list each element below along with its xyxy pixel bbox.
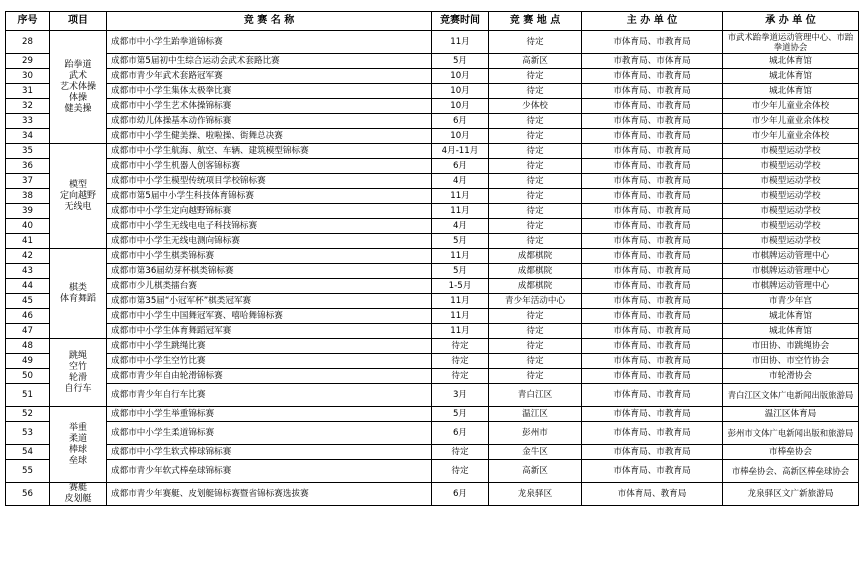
row-host: 市体育局、市教育局 bbox=[582, 31, 723, 54]
row-name: 成都市中小学生艺术体操锦标赛 bbox=[107, 99, 432, 114]
row-host: 市体育局、市教育局 bbox=[582, 189, 723, 204]
row-host: 市体育局、市教育局 bbox=[582, 114, 723, 129]
row-no: 43 bbox=[6, 264, 50, 279]
category-cell bbox=[50, 407, 107, 483]
row-time: 4月 bbox=[432, 219, 489, 234]
row-place: 青少年活动中心 bbox=[489, 294, 582, 309]
table-row bbox=[6, 279, 859, 294]
row-no: 48 bbox=[6, 339, 50, 354]
row-host: 市体育局、市教育局 bbox=[582, 460, 723, 483]
category-label: 跳绳 空竹 轮滑 自行车 bbox=[64, 350, 92, 394]
row-time: 11月 bbox=[432, 294, 489, 309]
row-time: 待定 bbox=[432, 369, 489, 384]
row-name: 成都市第35届“小冠军杯”棋类冠军赛 bbox=[107, 294, 432, 309]
row-no: 36 bbox=[6, 159, 50, 174]
category-cell bbox=[50, 31, 107, 144]
row-place: 少体校 bbox=[489, 99, 582, 114]
row-organizer: 城北体育馆 bbox=[723, 54, 859, 69]
row-place: 待定 bbox=[489, 369, 582, 384]
row-name: 成都市青少年武术套路冠军赛 bbox=[107, 69, 432, 84]
table-row bbox=[6, 354, 859, 369]
row-no: 32 bbox=[6, 99, 50, 114]
header-place: 竞 赛 地 点 bbox=[489, 12, 582, 31]
row-organizer: 市棒垒协会 bbox=[723, 445, 859, 460]
row-no: 54 bbox=[6, 445, 50, 460]
row-host: 市体育局、教育局 bbox=[582, 483, 723, 506]
row-organizer: 城北体育馆 bbox=[723, 324, 859, 339]
row-host: 市体育局、市教育局 bbox=[582, 422, 723, 445]
row-no: 41 bbox=[6, 234, 50, 249]
row-no: 39 bbox=[6, 204, 50, 219]
row-place: 龙泉驿区 bbox=[489, 483, 582, 506]
row-place: 待定 bbox=[489, 144, 582, 159]
row-name: 成都市青少年软式棒垒球锦标赛 bbox=[107, 460, 432, 483]
row-place: 待定 bbox=[489, 84, 582, 99]
row-host: 市体育局、市教育局 bbox=[582, 445, 723, 460]
row-no: 52 bbox=[6, 407, 50, 422]
row-organizer: 市少年儿童业余体校 bbox=[723, 129, 859, 144]
header-organizer: 承 办 单 位 bbox=[723, 12, 859, 31]
row-organizer: 市棋牌运动管理中心 bbox=[723, 264, 859, 279]
row-time: 待定 bbox=[432, 445, 489, 460]
row-time: 待定 bbox=[432, 354, 489, 369]
table-row bbox=[6, 174, 859, 189]
row-time: 11月 bbox=[432, 189, 489, 204]
row-host: 市体育局、市教育局 bbox=[582, 384, 723, 407]
table-row bbox=[6, 114, 859, 129]
row-time: 6月 bbox=[432, 483, 489, 506]
row-time: 5月 bbox=[432, 407, 489, 422]
table-row bbox=[6, 84, 859, 99]
table-row bbox=[6, 249, 859, 264]
row-organizer: 彭州市文体广电新闻出版和旅游局 bbox=[723, 422, 859, 445]
row-place: 青白江区 bbox=[489, 384, 582, 407]
row-host: 市体育局、市教育局 bbox=[582, 309, 723, 324]
row-name: 成都市中小学生棋类锦标赛 bbox=[107, 249, 432, 264]
row-organizer: 市田协、市跳绳协会 bbox=[723, 339, 859, 354]
table-row bbox=[6, 99, 859, 114]
row-name: 成都市中小学生模型传统项目学校锦标赛 bbox=[107, 174, 432, 189]
category-cell bbox=[50, 483, 107, 506]
table-row bbox=[6, 144, 859, 159]
row-no: 40 bbox=[6, 219, 50, 234]
row-no: 34 bbox=[6, 129, 50, 144]
row-time: 6月 bbox=[432, 114, 489, 129]
row-place: 待定 bbox=[489, 219, 582, 234]
row-name: 成都市第36届幼芽杯棋类锦标赛 bbox=[107, 264, 432, 279]
header-row bbox=[6, 12, 859, 31]
row-organizer: 龙泉驿区文广新旅游局 bbox=[723, 483, 859, 506]
row-time: 1-5月 bbox=[432, 279, 489, 294]
row-name: 成都市青少年自行车比赛 bbox=[107, 384, 432, 407]
row-organizer: 市棒垒协会、高新区棒垒球协会 bbox=[723, 460, 859, 483]
row-time: 5月 bbox=[432, 234, 489, 249]
row-host: 市体育局、市教育局 bbox=[582, 129, 723, 144]
row-organizer: 温江区体育局 bbox=[723, 407, 859, 422]
row-place: 成都棋院 bbox=[489, 249, 582, 264]
row-name: 成都市中小学生跳绳比赛 bbox=[107, 339, 432, 354]
row-no: 51 bbox=[6, 384, 50, 407]
category-cell bbox=[50, 339, 107, 407]
row-name: 成都市中小学生举重锦标赛 bbox=[107, 407, 432, 422]
row-time: 11月 bbox=[432, 309, 489, 324]
table-row bbox=[6, 422, 859, 445]
table-row bbox=[6, 234, 859, 249]
header-time: 竞赛时间 bbox=[432, 12, 489, 31]
table-row bbox=[6, 407, 859, 422]
row-name: 成都市中小学生集体太极拳比赛 bbox=[107, 84, 432, 99]
category-label: 赛艇 皮划艇 bbox=[64, 483, 92, 504]
row-organizer: 市青少年宫 bbox=[723, 294, 859, 309]
row-name: 成都市中小学生体育舞蹈冠军赛 bbox=[107, 324, 432, 339]
row-no: 29 bbox=[6, 54, 50, 69]
row-place: 待定 bbox=[489, 354, 582, 369]
row-time: 4月-11月 bbox=[432, 144, 489, 159]
row-place: 待定 bbox=[489, 204, 582, 219]
row-organizer: 城北体育馆 bbox=[723, 309, 859, 324]
category-label: 跆拳道 武术 艺术体操 体操 健美操 bbox=[59, 59, 96, 114]
row-place: 待定 bbox=[489, 339, 582, 354]
row-host: 市体育局、市教育局 bbox=[582, 99, 723, 114]
row-host: 市体育局、市教育局 bbox=[582, 407, 723, 422]
row-organizer: 市模型运动学校 bbox=[723, 189, 859, 204]
row-no: 42 bbox=[6, 249, 50, 264]
table-row bbox=[6, 384, 859, 407]
row-no: 33 bbox=[6, 114, 50, 129]
table-row bbox=[6, 159, 859, 174]
row-organizer: 市田协、市空竹协会 bbox=[723, 354, 859, 369]
row-host: 市体育局、市教育局 bbox=[582, 369, 723, 384]
row-host: 市体育局、市教育局 bbox=[582, 159, 723, 174]
row-time: 10月 bbox=[432, 69, 489, 84]
row-host: 市体育局、市教育局 bbox=[582, 234, 723, 249]
row-time: 5月 bbox=[432, 54, 489, 69]
row-time: 11月 bbox=[432, 204, 489, 219]
table-row bbox=[6, 264, 859, 279]
row-no: 49 bbox=[6, 354, 50, 369]
row-place: 彭州市 bbox=[489, 422, 582, 445]
header-category: 项目 bbox=[50, 12, 107, 31]
row-no: 46 bbox=[6, 309, 50, 324]
row-host: 市体育局、市教育局 bbox=[582, 354, 723, 369]
table-row bbox=[6, 54, 859, 69]
row-organizer: 城北体育馆 bbox=[723, 69, 859, 84]
row-no: 53 bbox=[6, 422, 50, 445]
header-host: 主 办 单 位 bbox=[582, 12, 723, 31]
row-place: 待定 bbox=[489, 159, 582, 174]
row-name: 成都市中小学生软式棒球锦标赛 bbox=[107, 445, 432, 460]
row-name: 成都市中小学生跆拳道锦标赛 bbox=[107, 31, 432, 54]
row-time: 3月 bbox=[432, 384, 489, 407]
row-organizer: 青白江区文体广电新闻出版旅游局 bbox=[723, 384, 859, 407]
row-place: 待定 bbox=[489, 324, 582, 339]
row-place: 成都棋院 bbox=[489, 279, 582, 294]
row-organizer: 市棋牌运动管理中心 bbox=[723, 249, 859, 264]
row-place: 待定 bbox=[489, 309, 582, 324]
category-label: 举重 柔道 棒球 垒球 bbox=[68, 422, 87, 466]
row-name: 成都市中小学生机器人创客锦标赛 bbox=[107, 159, 432, 174]
row-no: 45 bbox=[6, 294, 50, 309]
row-no: 55 bbox=[6, 460, 50, 483]
table-row bbox=[6, 483, 859, 506]
row-name: 成都市少儿棋类擂台赛 bbox=[107, 279, 432, 294]
row-no: 38 bbox=[6, 189, 50, 204]
row-no: 56 bbox=[6, 483, 50, 506]
table-row bbox=[6, 309, 859, 324]
row-organizer: 城北体育馆 bbox=[723, 84, 859, 99]
table-row bbox=[6, 294, 859, 309]
row-time: 待定 bbox=[432, 460, 489, 483]
row-place: 金牛区 bbox=[489, 445, 582, 460]
row-no: 44 bbox=[6, 279, 50, 294]
row-organizer: 市模型运动学校 bbox=[723, 159, 859, 174]
competition-schedule-sheet bbox=[5, 11, 858, 506]
row-time: 10月 bbox=[432, 99, 489, 114]
category-label: 模型 定向越野 无线电 bbox=[59, 179, 96, 212]
table-row bbox=[6, 129, 859, 144]
row-time: 11月 bbox=[432, 324, 489, 339]
category-cell bbox=[50, 144, 107, 249]
row-host: 市体育局、市教育局 bbox=[582, 204, 723, 219]
row-time: 11月 bbox=[432, 31, 489, 54]
table-row bbox=[6, 204, 859, 219]
table-row bbox=[6, 31, 859, 54]
row-no: 28 bbox=[6, 31, 50, 54]
row-host: 市体育局、市教育局 bbox=[582, 174, 723, 189]
row-name: 成都市中小学生空竹比赛 bbox=[107, 354, 432, 369]
row-place: 待定 bbox=[489, 69, 582, 84]
row-host: 市体育局、市教育局 bbox=[582, 324, 723, 339]
table-row bbox=[6, 69, 859, 84]
row-organizer: 市武术跆拳道运动管理中心、市跆拳道协会 bbox=[723, 31, 859, 54]
table-row bbox=[6, 369, 859, 384]
row-name: 成都市中小学生无线电电子科技锦标赛 bbox=[107, 219, 432, 234]
table-row bbox=[6, 445, 859, 460]
row-no: 37 bbox=[6, 174, 50, 189]
row-name: 成都市青少年赛艇、皮划艇锦标赛暨省锦标赛选拔赛 bbox=[107, 483, 432, 506]
table-row bbox=[6, 460, 859, 483]
row-name: 成都市中小学生柔道锦标赛 bbox=[107, 422, 432, 445]
row-time: 5月 bbox=[432, 264, 489, 279]
table-row bbox=[6, 324, 859, 339]
row-name: 成都市中小学生无线电测向锦标赛 bbox=[107, 234, 432, 249]
row-time: 6月 bbox=[432, 422, 489, 445]
row-host: 市体育局、市教育局 bbox=[582, 84, 723, 99]
row-name: 成都市幼儿体操基本动作锦标赛 bbox=[107, 114, 432, 129]
header-name: 竞 赛 名 称 bbox=[107, 12, 432, 31]
row-organizer: 市模型运动学校 bbox=[723, 144, 859, 159]
row-host: 市体育局、市教育局 bbox=[582, 339, 723, 354]
row-organizer: 市棋牌运动管理中心 bbox=[723, 279, 859, 294]
row-host: 市体育局、市教育局 bbox=[582, 69, 723, 84]
category-label: 棋类 体育舞蹈 bbox=[59, 282, 96, 304]
header-no: 序号 bbox=[6, 12, 50, 31]
row-no: 31 bbox=[6, 84, 50, 99]
table-row bbox=[6, 339, 859, 354]
row-host: 市体育局、市教育局 bbox=[582, 144, 723, 159]
row-place: 待定 bbox=[489, 114, 582, 129]
row-place: 成都棋院 bbox=[489, 264, 582, 279]
row-place: 高新区 bbox=[489, 460, 582, 483]
row-time: 11月 bbox=[432, 249, 489, 264]
row-organizer: 市模型运动学校 bbox=[723, 174, 859, 189]
row-no: 50 bbox=[6, 369, 50, 384]
row-organizer: 市模型运动学校 bbox=[723, 219, 859, 234]
row-host: 市教育局、市体育局 bbox=[582, 54, 723, 69]
row-host: 市体育局、市教育局 bbox=[582, 294, 723, 309]
row-place: 待定 bbox=[489, 234, 582, 249]
table-row bbox=[6, 219, 859, 234]
row-name: 成都市中小学生中国舞冠军赛、嘻哈舞锦标赛 bbox=[107, 309, 432, 324]
row-time: 10月 bbox=[432, 129, 489, 144]
row-organizer: 市轮滑协会 bbox=[723, 369, 859, 384]
row-name: 成都市青少年自由轮滑锦标赛 bbox=[107, 369, 432, 384]
row-host: 市体育局、市教育局 bbox=[582, 279, 723, 294]
row-organizer: 市模型运动学校 bbox=[723, 204, 859, 219]
row-time: 待定 bbox=[432, 339, 489, 354]
row-place: 高新区 bbox=[489, 54, 582, 69]
table-row bbox=[6, 189, 859, 204]
row-host: 市体育局、市教育局 bbox=[582, 264, 723, 279]
row-time: 6月 bbox=[432, 159, 489, 174]
row-name: 成都市中小学生健美操、啦啦操、街舞总决赛 bbox=[107, 129, 432, 144]
row-place: 待定 bbox=[489, 174, 582, 189]
row-name: 成都市第5届中小学生科技体育锦标赛 bbox=[107, 189, 432, 204]
row-place: 待定 bbox=[489, 129, 582, 144]
row-organizer: 市少年儿童业余体校 bbox=[723, 114, 859, 129]
row-place: 温江区 bbox=[489, 407, 582, 422]
row-time: 4月 bbox=[432, 174, 489, 189]
row-organizer: 市模型运动学校 bbox=[723, 234, 859, 249]
row-host: 市体育局、市教育局 bbox=[582, 219, 723, 234]
row-time: 10月 bbox=[432, 84, 489, 99]
row-no: 47 bbox=[6, 324, 50, 339]
row-name: 成都市第5届初中生综合运动会武术套路比赛 bbox=[107, 54, 432, 69]
competition-table bbox=[5, 11, 859, 506]
row-name: 成都市中小学生航海、航空、车辆、建筑模型锦标赛 bbox=[107, 144, 432, 159]
row-no: 30 bbox=[6, 69, 50, 84]
row-place: 待定 bbox=[489, 189, 582, 204]
category-cell bbox=[50, 249, 107, 339]
row-place: 待定 bbox=[489, 31, 582, 54]
row-no: 35 bbox=[6, 144, 50, 159]
row-host: 市体育局、市教育局 bbox=[582, 249, 723, 264]
row-name: 成都市中小学生定向越野锦标赛 bbox=[107, 204, 432, 219]
row-organizer: 市少年儿童业余体校 bbox=[723, 99, 859, 114]
